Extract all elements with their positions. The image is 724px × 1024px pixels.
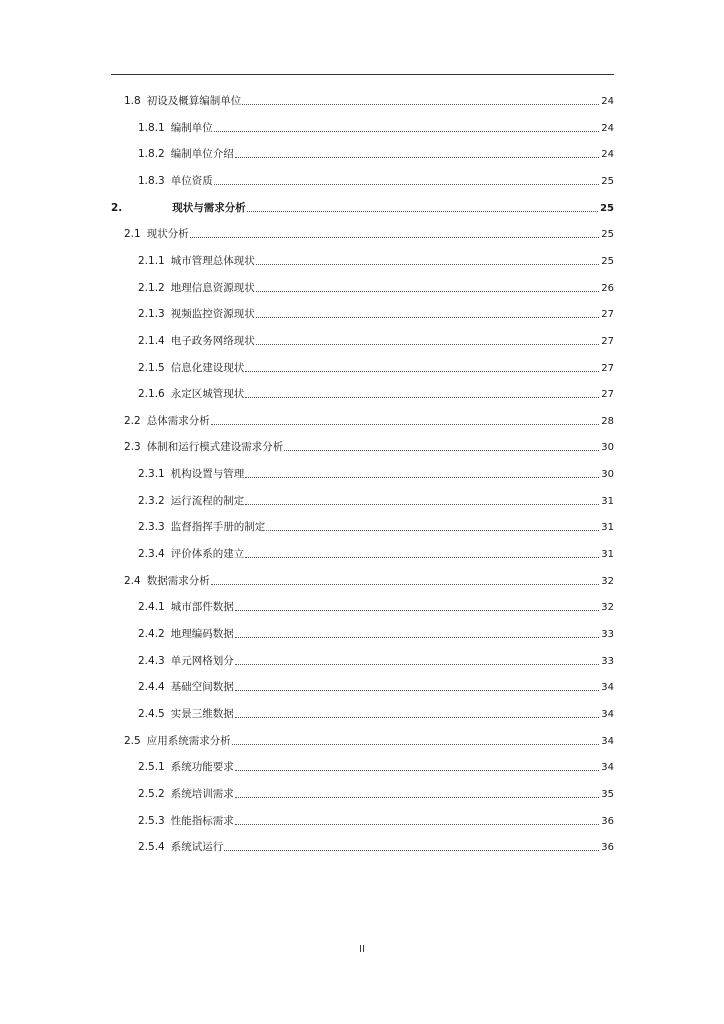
toc-entry-number: 2.1.1	[138, 255, 165, 267]
toc-entry[interactable]	[138, 119, 614, 135]
toc-entry-page: 32	[601, 576, 614, 587]
toc-entry-page: 25	[600, 203, 614, 214]
toc-entry-title: 地理编码数据	[170, 628, 234, 640]
toc-entry-title: 应用系统需求分析	[146, 735, 231, 747]
toc-entry-number: 2.4	[124, 575, 141, 587]
toc-entry-page: 30	[601, 469, 614, 480]
toc-dot-leader	[211, 584, 600, 585]
toc-entry[interactable]	[138, 252, 614, 268]
toc-dot-leader	[245, 504, 599, 505]
toc-entry-title: 总体需求分析	[146, 415, 210, 427]
toc-entry[interactable]	[138, 785, 614, 801]
toc-entry-number: 2.3.1	[138, 468, 165, 480]
toc-dot-leader	[235, 637, 600, 638]
toc-dot-leader	[245, 371, 599, 372]
toc-entry[interactable]	[138, 812, 614, 828]
toc-entry-page: 27	[601, 363, 614, 374]
toc-entry[interactable]	[138, 678, 614, 694]
toc-entry-page: 27	[601, 309, 614, 320]
toc-entry-number: 2.4.4	[138, 681, 165, 693]
toc-entry-page: 31	[601, 549, 614, 560]
toc-entry-page: 27	[601, 389, 614, 400]
toc-entry-title: 城市管理总体现状	[170, 255, 255, 267]
toc-entry-number: 2.1	[124, 228, 141, 240]
toc-entry-number: 2.4.1	[138, 601, 165, 613]
page-number: II	[359, 944, 365, 955]
toc-entry-page: 31	[601, 522, 614, 533]
toc-dot-leader	[235, 690, 600, 691]
toc-entry-page: 32	[601, 602, 614, 613]
toc-entry[interactable]	[138, 359, 614, 375]
toc-entry[interactable]	[138, 145, 614, 161]
toc-entry-number: 2.1.4	[138, 335, 165, 347]
toc-entry-title: 机构设置与管理	[170, 468, 245, 480]
toc-entry[interactable]	[138, 598, 614, 614]
toc-entry-page: 35	[601, 789, 614, 800]
toc-entry-page: 24	[601, 149, 614, 160]
toc-entry-page: 28	[601, 416, 614, 427]
toc-entry-number: 2.	[111, 202, 123, 214]
toc-entry-page: 34	[601, 736, 614, 747]
toc-entry[interactable]	[138, 545, 614, 561]
toc-entry-page: 27	[601, 336, 614, 347]
toc-entry-number: 1.8.1	[138, 122, 165, 134]
toc-entry-page: 34	[601, 709, 614, 720]
toc-entry-number: 1.8	[124, 95, 141, 107]
toc-dot-leader	[232, 744, 600, 745]
toc-entry-title: 性能指标需求	[170, 815, 234, 827]
toc-entry-title: 数据需求分析	[146, 575, 210, 587]
toc-entry-page: 26	[601, 283, 614, 294]
toc-dot-leader	[256, 344, 600, 345]
toc-entry[interactable]	[124, 225, 614, 241]
toc-entry-number: 2.1.6	[138, 388, 165, 400]
toc-entry[interactable]	[138, 385, 614, 401]
toc-entry-title: 初设及概算编制单位	[146, 95, 242, 107]
toc-entry-page: 25	[601, 229, 614, 240]
toc-entry-number: 1.8.3	[138, 175, 165, 187]
toc-entry-page: 33	[601, 629, 614, 640]
toc-entry[interactable]	[138, 465, 614, 481]
toc-entry-number: 1.8.2	[138, 148, 165, 160]
toc-entry-title: 体制和运行模式建设需求分析	[146, 441, 284, 453]
toc-dot-leader	[266, 530, 599, 531]
toc-entry[interactable]	[138, 625, 614, 641]
toc-entry[interactable]	[138, 838, 614, 854]
toc-entry-title: 现状与需求分析	[172, 202, 246, 214]
toc-entry-number: 2.3.4	[138, 548, 165, 560]
toc-entry-title: 现状分析	[146, 228, 189, 240]
toc-dot-leader	[235, 770, 600, 771]
toc-entry-number: 2.3	[124, 441, 141, 453]
toc-entry-page: 24	[601, 96, 614, 107]
toc-entry[interactable]	[124, 732, 614, 748]
toc-entry-title: 单元网格划分	[170, 655, 234, 667]
toc-entry-number: 2.4.2	[138, 628, 165, 640]
toc-entry-title: 评价体系的建立	[170, 548, 245, 560]
toc-entry-number: 2.1.2	[138, 282, 165, 294]
toc-entry-title: 监督指挥手册的制定	[170, 521, 266, 533]
toc-dot-leader	[214, 184, 600, 185]
toc-entry[interactable]	[138, 652, 614, 668]
toc-entry-title: 单位资质	[170, 175, 213, 187]
toc-entry-page: 33	[601, 656, 614, 667]
toc-entry-page: 25	[601, 176, 614, 187]
toc-dot-leader	[235, 717, 600, 718]
toc-entry[interactable]	[138, 305, 614, 321]
toc-entry-number: 2.4.5	[138, 708, 165, 720]
toc-dot-leader	[256, 317, 600, 318]
toc-entry-title: 基础空间数据	[170, 681, 234, 693]
toc-dot-leader	[242, 104, 599, 105]
toc-dot-leader	[245, 557, 599, 558]
toc-entry-number: 2.5.4	[138, 841, 165, 853]
toc-dot-leader	[235, 610, 600, 611]
toc-entry-number: 2.1.3	[138, 308, 165, 320]
toc-dot-leader	[235, 824, 600, 825]
toc-dot-leader	[211, 424, 600, 425]
toc-entry-title: 系统试运行	[170, 841, 224, 853]
toc-entry-title: 视频监控资源现状	[170, 308, 255, 320]
toc-dot-leader	[247, 211, 598, 212]
toc-dot-leader	[235, 797, 600, 798]
toc-entry-number: 2.3.2	[138, 495, 165, 507]
toc-entry[interactable]	[138, 518, 614, 534]
toc-entry-page: 24	[601, 123, 614, 134]
toc-entry-title: 编制单位介绍	[170, 148, 234, 160]
toc-dot-leader	[284, 450, 599, 451]
toc-dot-leader	[245, 397, 599, 398]
toc-entry[interactable]	[138, 332, 614, 348]
toc-dot-leader	[256, 291, 600, 292]
toc-entry-number: 2.4.3	[138, 655, 165, 667]
toc-dot-leader	[256, 264, 600, 265]
toc-entry-title: 实景三维数据	[170, 708, 234, 720]
toc-entry-title: 城市部件数据	[170, 601, 234, 613]
toc-entry[interactable]	[124, 92, 614, 108]
toc-entry[interactable]	[124, 572, 614, 588]
toc-entry-page: 31	[601, 496, 614, 507]
toc-entry[interactable]	[138, 758, 614, 774]
toc-entry-number: 2.5.3	[138, 815, 165, 827]
toc-dot-leader	[224, 850, 599, 851]
toc-entry[interactable]	[124, 412, 614, 428]
toc-entry-title: 系统培训需求	[170, 788, 234, 800]
toc-entry-page: 25	[601, 256, 614, 267]
toc-entry-page: 36	[601, 842, 614, 853]
toc-entry-number: 2.2	[124, 415, 141, 427]
toc-entry[interactable]	[138, 279, 614, 295]
toc-entry-title: 永定区城管现状	[170, 388, 245, 400]
toc-entry[interactable]	[111, 199, 614, 215]
toc-entry[interactable]	[138, 705, 614, 721]
toc-entry-title: 运行流程的制定	[170, 495, 245, 507]
toc-dot-leader	[245, 477, 599, 478]
toc-entry-page: 36	[601, 816, 614, 827]
toc-entry-title: 电子政务网络现状	[170, 335, 255, 347]
toc-entry-title: 信息化建设现状	[170, 362, 245, 374]
toc-entry-number: 2.5.2	[138, 788, 165, 800]
toc-entry-page: 34	[601, 682, 614, 693]
toc-entry-title: 地理信息资源现状	[170, 282, 255, 294]
toc-entry-title: 编制单位	[170, 122, 213, 134]
toc-entry-page: 30	[601, 442, 614, 453]
toc-entry-page: 34	[601, 762, 614, 773]
toc-entry-number: 2.3.3	[138, 521, 165, 533]
toc-dot-leader	[235, 157, 600, 158]
toc-entry[interactable]	[138, 172, 614, 188]
toc-entry[interactable]	[138, 492, 614, 508]
toc-entry-number: 2.5.1	[138, 761, 165, 773]
toc-entry-number: 2.5	[124, 735, 141, 747]
toc-dot-leader	[190, 237, 600, 238]
toc-entry-title: 系统功能要求	[170, 761, 234, 773]
toc-entry[interactable]	[124, 438, 614, 454]
toc-dot-leader	[235, 664, 600, 665]
toc-dot-leader	[214, 131, 600, 132]
toc-entry-number: 2.1.5	[138, 362, 165, 374]
